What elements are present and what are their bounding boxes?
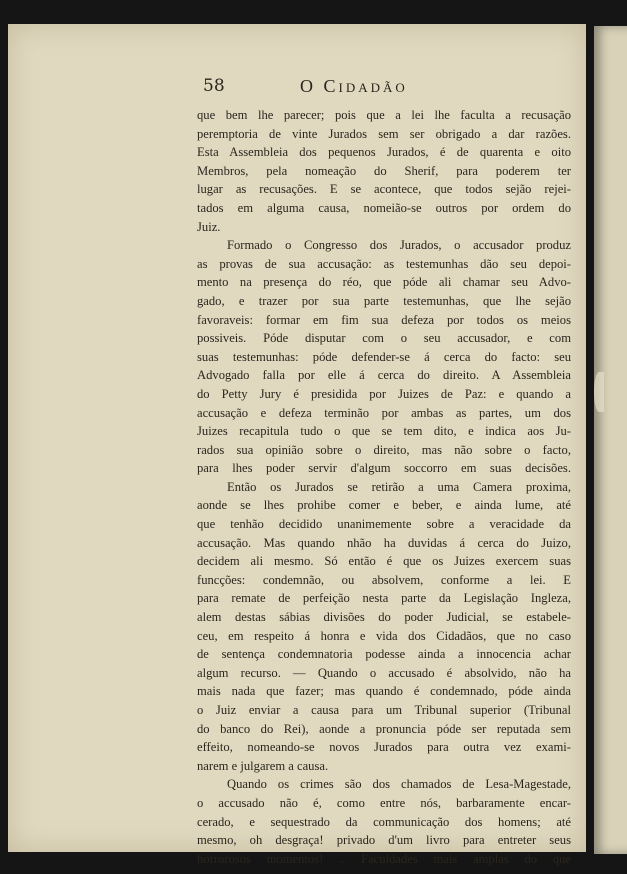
text-line: mais nada que fazer; mas quando é condemnado, póde ainda [197, 684, 571, 699]
text-line: para lhes poder servir d'algum soccorro em suas decisões. [197, 461, 571, 476]
text-line: tados em alguma causa, nomeião-se outros por ordem do [197, 200, 571, 215]
text-line: mento na presença do réo, que póde ali chamar seu Advo- [197, 275, 571, 290]
text-line: Advogado falla por elle á cerca do direito. A Assembleia [197, 368, 571, 383]
text-line: possiveis. Póde disputar com o seu accusador, e com [197, 331, 571, 346]
facing-page-edge [594, 26, 627, 854]
text-line: de sentença condemnatoria podesse ainda a innocencia achar [197, 647, 571, 662]
text-line: suas testemunhas: póde defender-se á cerca do facto: seu [197, 349, 571, 364]
text-line: ceu, em respeito á honra e vida dos Cidadãos, que no caso [197, 628, 571, 643]
text-line: Membros, pela nomeação do Sherif, para poderem ter [197, 163, 571, 178]
text-line: favoraveis: formar em fim sua defeza por todos os meios [197, 312, 571, 327]
paper-tear [594, 372, 604, 412]
text-line: decidem ali mesmo. Só então é que os Juizes exercem suas [197, 554, 571, 569]
text-line: mesmo, oh desgraça! privado d'um livro para entreter seus [197, 833, 571, 848]
text-line: horrorosos momentos! .. Faculdades mais amplas do que [197, 851, 571, 866]
running-title: O Cidadão [300, 76, 408, 96]
text-line: o accusado não é, como entre nós, barbaramente encar- [197, 795, 571, 810]
text-line: accusação e defeza terminão por ambas as partes, um dos [197, 405, 571, 420]
text-line: do banco do Rei), aonde a pronuncia póde ser reputada sem [197, 721, 571, 736]
text-line: funcções: condemnão, ou absolvem, conforme a lei. E [197, 572, 571, 587]
text-line: lugar as recusações. E se acontece, que todos sejão rejei- [197, 182, 571, 197]
text-line: Juizes recapitula tudo o que se tem dito, e indica aos Ju- [197, 424, 571, 439]
text-line: aonde se lhes prohibe comer e beber, e ainda lume, até [197, 498, 571, 513]
text-line: Formado o Congresso dos Jurados, o accusador produz [227, 238, 571, 253]
text-line: accusação. Mas quando nhão ha duvidas á cerca do Juizo, [197, 535, 571, 550]
text-line: que tenhão decidido unanimemente sobre a veracidade da [197, 517, 571, 532]
page-header [0, 76, 627, 100]
text-line: effeito, nomeando-se novos Jurados para outra vez exami- [197, 740, 571, 755]
body-text [197, 106, 571, 868]
text-line: gado, e trazer por sua parte testemunhas, que lhe sejão [197, 293, 571, 308]
text-line: do Petty Jury é presidida por Juizes de Paz: e quando a [197, 386, 571, 401]
text-line: o Juiz enviar a causa para um Tribunal superior (Tribunal [197, 703, 571, 717]
text-line: para remate de perfeição nesta parte da Legislação Ingleza, [197, 591, 571, 606]
text-line: que bem lhe parecer; pois que a lei lhe faculta a recusação [197, 108, 571, 122]
text-line: narem e julgarem a causa. [197, 758, 329, 773]
text-line: peremptoria de vinte Jurados sem ser obrigado a dar razões. [197, 126, 571, 141]
text-line: Juiz. [197, 219, 221, 234]
text-line: Quando os crimes são dos chamados de Lesa-Magestade, [227, 777, 571, 792]
text-line: Então os Jurados se retirão a uma Camera proxima, [227, 479, 571, 494]
text-line: rados sua opinião sobre o direito, mas não sobre o facto, [197, 442, 571, 457]
text-line: alem destas sábias divisões do poder Judicial, se estabele- [197, 610, 571, 625]
text-line: algum recurso. — Quando o accusado é absolvido, não ha [197, 665, 571, 680]
text-line: Esta Assembleia dos pequenos Jurados, é de quarenta e oito [197, 145, 571, 160]
page-number: 58 [203, 76, 225, 96]
text-line: as provas de sua accusação: as testemunhas dão seu depoi- [197, 256, 571, 271]
text-line: cerado, e sequestrado da communicação dos homens; até [197, 814, 571, 829]
